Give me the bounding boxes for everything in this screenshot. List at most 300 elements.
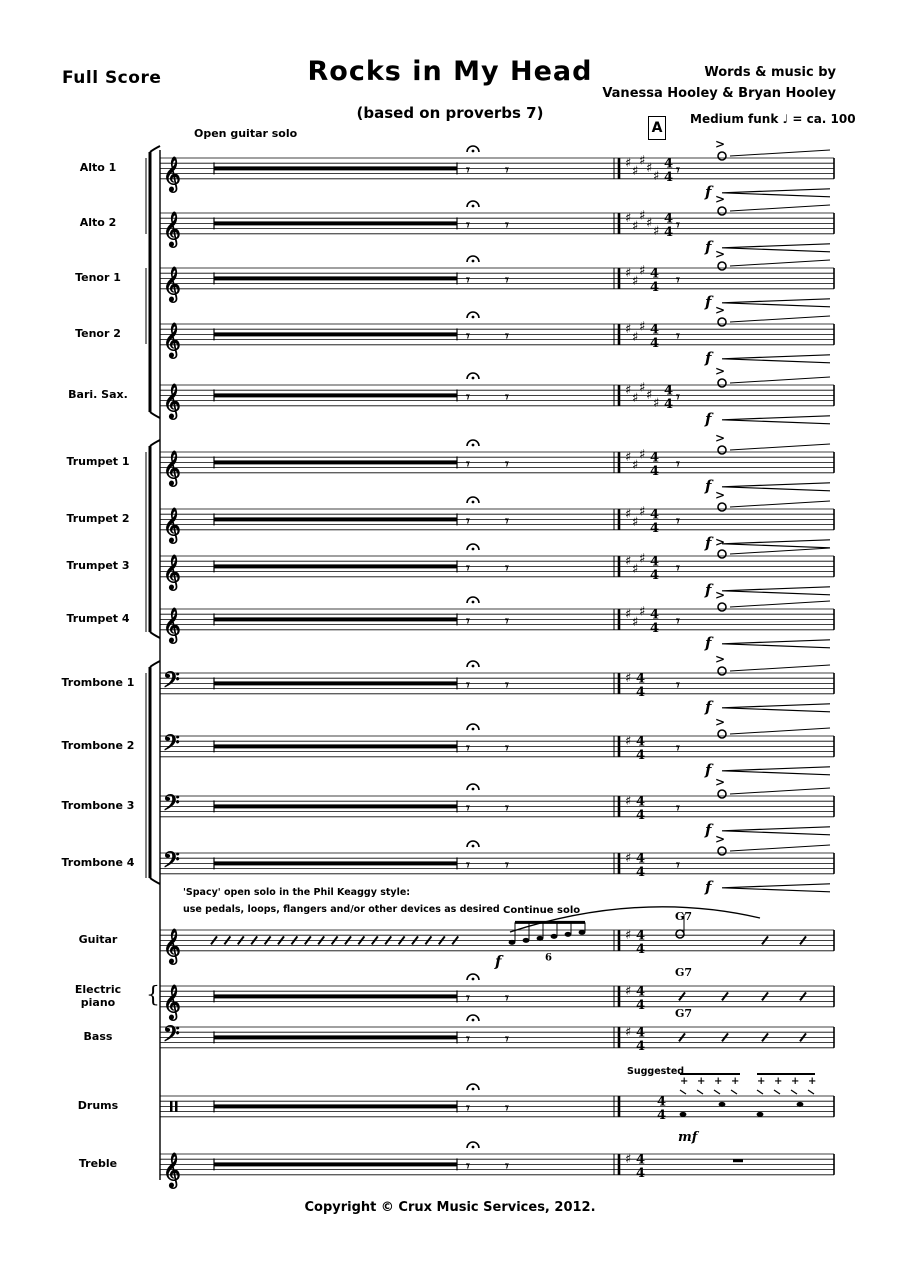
piece-subtitle: (based on proverbs 7) xyxy=(356,104,544,122)
hi-hat-open-mark: + xyxy=(714,1076,723,1087)
multibar-rest xyxy=(214,861,457,865)
whole-note xyxy=(718,379,726,387)
fermata-icon xyxy=(472,788,475,791)
dynamic-forte: f xyxy=(705,697,712,716)
decrescendo-hairpin xyxy=(722,767,830,775)
accent-icon: > xyxy=(715,137,726,151)
dynamic-forte: f xyxy=(705,820,712,839)
tempo-text: Medium funk xyxy=(690,112,779,126)
fermata-icon xyxy=(472,316,475,319)
fermata-icon xyxy=(472,1146,475,1149)
instrument-label: Alto 2 xyxy=(79,216,117,230)
chord-symbol: G7 xyxy=(675,966,693,979)
accent-icon: > xyxy=(715,715,726,729)
fermata-icon xyxy=(472,1088,475,1091)
bass-clef-icon: 𝄢 xyxy=(163,848,180,878)
instrument-label: Trumpet 1 xyxy=(66,455,130,469)
piano-brace-icon: { xyxy=(146,983,160,1008)
drum-note xyxy=(680,1112,687,1117)
multibar-rest xyxy=(214,804,457,808)
time-signature-bottom: 4 xyxy=(636,941,646,957)
dynamic-forte: f xyxy=(705,533,712,552)
instrument-label: Guitar xyxy=(78,933,118,947)
time-signature-bottom: 4 xyxy=(650,520,660,536)
whole-note xyxy=(718,667,726,675)
time-signature-top: 4 xyxy=(664,383,674,399)
whole-note xyxy=(718,790,726,798)
multibar-rest xyxy=(214,276,457,280)
half-note xyxy=(676,930,684,938)
piece-title: Rocks in My Head xyxy=(307,56,593,87)
eighth-rest-icon: 𝄾 xyxy=(505,857,509,874)
sharp-icon: ♯ xyxy=(632,329,639,345)
hi-hat-note xyxy=(774,1090,780,1094)
instrument-label: Trumpet 2 xyxy=(66,512,130,526)
treble-clef-icon: 𝄞 xyxy=(163,383,181,419)
decrescendo-hairpin xyxy=(722,355,830,363)
sharp-icon: ♯ xyxy=(625,156,632,171)
instrument-label: Tenor 2 xyxy=(75,327,121,341)
eighth-rest-icon: 𝄾 xyxy=(676,328,680,345)
eighth-rest-icon: 𝄾 xyxy=(505,800,509,817)
fall-line xyxy=(730,601,830,607)
fall-line xyxy=(730,205,830,211)
sharp-icon: ♯ xyxy=(632,614,639,630)
fall-line xyxy=(730,316,830,322)
decrescendo-hairpin xyxy=(722,416,830,424)
fermata-icon xyxy=(472,978,475,981)
instrument-label: Electric piano xyxy=(74,983,122,1010)
sharp-icon: ♯ xyxy=(632,390,639,406)
sharp-icon: ♯ xyxy=(625,984,632,999)
time-signature-bottom: 4 xyxy=(650,620,660,636)
accent-icon: > xyxy=(715,364,726,378)
multibar-rest xyxy=(214,744,457,748)
instrument-label: Alto 1 xyxy=(79,161,117,175)
sharp-icon: ♯ xyxy=(639,604,646,620)
multibar-rest xyxy=(214,1035,457,1039)
sharp-icon: ♯ xyxy=(632,163,639,179)
eighth-rest-icon: 𝄾 xyxy=(676,456,680,473)
time-signature-bottom: 4 xyxy=(664,224,674,240)
time-signature-top: 4 xyxy=(636,734,646,750)
sharp-icon: ♯ xyxy=(639,551,646,567)
eighth-rest-icon: 𝄾 xyxy=(505,513,509,530)
time-signature-top: 4 xyxy=(650,450,660,466)
fermata-icon xyxy=(472,150,475,153)
multibar-rest xyxy=(214,564,457,568)
time-signature-top: 4 xyxy=(636,1025,646,1041)
fermata-icon xyxy=(472,205,475,208)
trumpet-bracket xyxy=(150,440,160,446)
instrument-label: Tenor 1 xyxy=(75,271,121,285)
decrescendo-hairpin xyxy=(722,587,830,595)
time-signature-top: 4 xyxy=(636,671,646,687)
eighth-rest-icon: 𝄾 xyxy=(505,328,509,345)
copyright-footer: Copyright © Crux Music Services, 2012. xyxy=(304,1200,596,1215)
sharp-icon: ♯ xyxy=(632,273,639,289)
sharp-icon: ♯ xyxy=(632,457,639,473)
hi-hat-note xyxy=(714,1090,720,1094)
eighth-rest-icon: 𝄾 xyxy=(505,613,509,630)
time-signature-top: 4 xyxy=(650,322,660,338)
chord-symbol: G7 xyxy=(675,910,693,923)
multibar-rest xyxy=(214,1104,457,1108)
sharp-icon: ♯ xyxy=(625,794,632,809)
time-signature-bottom: 4 xyxy=(650,335,660,351)
eighth-rest-icon: 𝄾 xyxy=(466,513,470,530)
instrument-label: Treble xyxy=(78,1157,118,1171)
instrument-label: Trombone 1 xyxy=(61,676,135,690)
rehearsal-mark: A xyxy=(648,116,666,140)
sharp-icon: ♯ xyxy=(625,322,632,337)
eighth-rest-icon: 𝄾 xyxy=(466,740,470,757)
accent-icon: > xyxy=(715,431,726,445)
sharp-icon: ♯ xyxy=(625,1152,632,1167)
treble-clef-icon: 𝄞 xyxy=(163,984,181,1020)
whole-note xyxy=(718,262,726,270)
eighth-rest-icon: 𝄾 xyxy=(466,677,470,694)
time-signature-top: 4 xyxy=(636,1152,646,1168)
eighth-rest-icon: 𝄾 xyxy=(676,857,680,874)
sharp-icon: ♯ xyxy=(625,734,632,749)
dynamic-forte: f xyxy=(705,292,712,311)
accent-icon: > xyxy=(715,247,726,261)
sharp-icon: ♯ xyxy=(639,447,646,463)
hi-hat-open-mark: + xyxy=(757,1076,766,1087)
eighth-rest-icon: 𝄾 xyxy=(676,613,680,630)
sharp-icon: ♯ xyxy=(653,224,660,239)
sharp-icon: ♯ xyxy=(625,1025,632,1040)
bass-clef-icon: 𝄢 xyxy=(163,731,180,761)
sharp-icon: ♯ xyxy=(625,928,632,943)
percussion-clef-icon xyxy=(175,1101,178,1111)
instrument-label: Drums xyxy=(77,1099,119,1113)
treble-clef-icon: 𝄞 xyxy=(163,1152,181,1188)
quarter-note-icon: ♩ xyxy=(782,112,789,126)
hi-hat-note xyxy=(808,1090,814,1094)
accent-icon: > xyxy=(715,832,726,846)
eighth-rest-icon: 𝄾 xyxy=(505,272,509,289)
eighth-rest-icon: 𝄾 xyxy=(676,560,680,577)
eighth-rest-icon: 𝄾 xyxy=(466,613,470,630)
trumpet-bracket xyxy=(150,632,160,638)
sharp-icon: ♯ xyxy=(646,161,653,177)
time-signature-top: 4 xyxy=(657,1094,667,1110)
sharp-icon: ♯ xyxy=(639,153,646,169)
decrescendo-hairpin xyxy=(722,299,830,307)
credit-line-1: Words & music by xyxy=(704,65,836,80)
whole-note xyxy=(718,603,726,611)
instrument-label: Trombone 4 xyxy=(61,856,135,870)
drum-note xyxy=(719,1102,726,1107)
bass-clef-icon: 𝄢 xyxy=(163,668,180,698)
time-signature-bottom: 4 xyxy=(636,997,646,1013)
accent-icon: > xyxy=(715,192,726,206)
multibar-rest xyxy=(214,332,457,336)
fall-line xyxy=(730,260,830,266)
treble-clef-icon: 𝄞 xyxy=(163,607,181,643)
open-solo-direction: Open guitar solo xyxy=(194,127,298,140)
time-signature-top: 4 xyxy=(636,794,646,810)
decrescendo-hairpin xyxy=(722,884,830,892)
dynamic-forte: f xyxy=(705,633,712,652)
fermata-icon xyxy=(472,501,475,504)
treble-clef-icon: 𝄞 xyxy=(163,211,181,247)
sharp-icon: ♯ xyxy=(625,266,632,281)
decrescendo-hairpin xyxy=(722,827,830,835)
eighth-rest-icon: 𝄾 xyxy=(466,389,470,406)
sharp-icon: ♯ xyxy=(646,216,653,232)
sharp-icon: ♯ xyxy=(653,396,660,411)
instrument-label: Trombone 2 xyxy=(61,739,135,753)
fermata-icon xyxy=(472,665,475,668)
sharp-icon: ♯ xyxy=(632,218,639,234)
hi-hat-note xyxy=(757,1090,763,1094)
drum-note xyxy=(757,1112,764,1117)
eighth-rest-icon: 𝄾 xyxy=(676,162,680,179)
saxophone-bracket xyxy=(150,412,160,418)
dynamic-forte: f xyxy=(705,580,712,599)
eighth-rest-icon: 𝄾 xyxy=(676,389,680,406)
sharp-icon: ♯ xyxy=(625,211,632,226)
fermata-icon xyxy=(472,1019,475,1022)
eighth-rest-icon: 𝄾 xyxy=(466,800,470,817)
sixteenth-note xyxy=(565,932,572,937)
time-signature-top: 4 xyxy=(650,607,660,623)
bass-clef-icon: 𝄢 xyxy=(163,791,180,821)
decrescendo-hairpin xyxy=(722,704,830,712)
fall-line xyxy=(730,665,830,671)
guitar-instruction-line-2: use pedals, loops, flangers and/or other devices as desired xyxy=(183,904,500,915)
time-signature-bottom: 4 xyxy=(657,1107,667,1123)
whole-note xyxy=(718,152,726,160)
fall-line xyxy=(730,728,830,734)
eighth-rest-icon: 𝄾 xyxy=(466,162,470,179)
sixteenth-note xyxy=(551,934,558,939)
eighth-rest-icon: 𝄾 xyxy=(676,513,680,530)
eighth-rest-icon: 𝄾 xyxy=(505,1100,509,1117)
dynamic-forte: f xyxy=(705,348,712,367)
sharp-icon: ♯ xyxy=(625,383,632,398)
time-signature-bottom: 4 xyxy=(664,169,674,185)
time-signature-bottom: 4 xyxy=(650,463,660,479)
fermata-icon xyxy=(472,377,475,380)
tempo-value: = ca. 100 xyxy=(792,112,856,126)
time-signature-bottom: 4 xyxy=(636,807,646,823)
decrescendo-hairpin xyxy=(722,540,830,548)
multibar-rest xyxy=(214,681,457,685)
instrument-label: Bass xyxy=(83,1030,113,1044)
whole-note xyxy=(718,318,726,326)
fall-line xyxy=(730,444,830,450)
trombone-bracket xyxy=(150,661,160,667)
time-signature-bottom: 4 xyxy=(650,279,660,295)
multibar-rest xyxy=(214,221,457,225)
time-signature-top: 4 xyxy=(650,507,660,523)
time-signature-bottom: 4 xyxy=(636,684,646,700)
sharp-icon: ♯ xyxy=(632,561,639,577)
sharp-icon: ♯ xyxy=(639,263,646,279)
continue-solo-direction: Continue solo xyxy=(503,905,581,916)
treble-clef-icon: 𝄞 xyxy=(163,266,181,302)
eighth-rest-icon: 𝄾 xyxy=(466,1158,470,1175)
time-signature-bottom: 4 xyxy=(636,747,646,763)
treble-clef-icon: 𝄞 xyxy=(163,322,181,358)
eighth-rest-icon: 𝄾 xyxy=(676,272,680,289)
hi-hat-open-mark: + xyxy=(791,1076,800,1087)
sharp-icon: ♯ xyxy=(625,671,632,686)
sharp-icon: ♯ xyxy=(639,380,646,396)
sharp-icon: ♯ xyxy=(632,514,639,530)
fall-line xyxy=(730,548,830,554)
hi-hat-note xyxy=(731,1090,737,1094)
multibar-rest xyxy=(214,994,457,998)
trombone-bracket xyxy=(150,878,160,884)
sharp-icon: ♯ xyxy=(625,507,632,522)
time-signature-bottom: 4 xyxy=(664,396,674,412)
drum-note xyxy=(797,1102,804,1107)
multibar-rest xyxy=(214,460,457,464)
dynamic-forte: f xyxy=(705,760,712,779)
whole-note xyxy=(718,550,726,558)
hi-hat-open-mark: + xyxy=(808,1076,817,1087)
suggested-direction: Suggested xyxy=(627,1066,685,1077)
guitar-instruction-line-1: 'Spacy' open solo in the Phil Keaggy style: xyxy=(183,887,411,898)
eighth-rest-icon: 𝄾 xyxy=(505,740,509,757)
fall-line xyxy=(730,845,830,851)
dynamic-forte: f xyxy=(705,237,712,256)
time-signature-top: 4 xyxy=(650,266,660,282)
chord-symbol: G7 xyxy=(675,1007,693,1020)
treble-clef-icon: 𝄞 xyxy=(163,928,181,964)
sharp-icon: ♯ xyxy=(639,208,646,224)
accent-icon: > xyxy=(715,303,726,317)
decrescendo-hairpin xyxy=(722,189,830,197)
eighth-rest-icon: 𝄾 xyxy=(466,217,470,234)
hi-hat-note xyxy=(791,1090,797,1094)
time-signature-bottom: 4 xyxy=(636,864,646,880)
dynamic-forte: f xyxy=(705,182,712,201)
treble-clef-icon: 𝄞 xyxy=(163,554,181,590)
multibar-rest xyxy=(214,166,457,170)
hi-hat-note xyxy=(697,1090,703,1094)
eighth-rest-icon: 𝄾 xyxy=(505,162,509,179)
time-signature-top: 4 xyxy=(636,851,646,867)
decrescendo-hairpin xyxy=(722,640,830,648)
time-signature-top: 4 xyxy=(650,554,660,570)
instrument-label: Trumpet 3 xyxy=(66,559,130,573)
time-signature-top: 4 xyxy=(664,156,674,172)
eighth-rest-icon: 𝄾 xyxy=(466,990,470,1007)
hi-hat-open-mark: + xyxy=(680,1076,689,1087)
multibar-rest xyxy=(214,517,457,521)
multibar-rest xyxy=(214,1162,457,1166)
time-signature-bottom: 4 xyxy=(636,1038,646,1054)
sharp-icon: ♯ xyxy=(646,388,653,404)
whole-note xyxy=(718,847,726,855)
instrument-label: Bari. Sax. xyxy=(68,388,128,402)
accent-icon: > xyxy=(715,535,726,549)
whole-note xyxy=(718,730,726,738)
dynamic-forte: f xyxy=(705,409,712,428)
multibar-rest xyxy=(214,393,457,397)
time-signature-top: 4 xyxy=(664,211,674,227)
credit-line-2: Vanessa Hooley & Bryan Hooley xyxy=(602,86,836,101)
fall-line xyxy=(730,150,830,156)
eighth-rest-icon: 𝄾 xyxy=(466,456,470,473)
hi-hat-note xyxy=(680,1090,686,1094)
sharp-icon: ♯ xyxy=(639,504,646,520)
treble-clef-icon: 𝄞 xyxy=(163,507,181,543)
decrescendo-hairpin xyxy=(722,244,830,252)
accent-icon: > xyxy=(715,488,726,502)
fermata-icon xyxy=(472,548,475,551)
treble-clef-icon: 𝄞 xyxy=(163,156,181,192)
sharp-icon: ♯ xyxy=(625,851,632,866)
instrument-label: Trumpet 4 xyxy=(66,612,130,626)
accent-icon: > xyxy=(715,652,726,666)
eighth-rest-icon: 𝄾 xyxy=(505,217,509,234)
eighth-rest-icon: 𝄾 xyxy=(466,272,470,289)
eighth-rest-icon: 𝄾 xyxy=(466,328,470,345)
eighth-rest-icon: 𝄾 xyxy=(505,677,509,694)
dynamic-forte: f xyxy=(705,476,712,495)
full-score-label: Full Score xyxy=(62,68,162,88)
eighth-rest-icon: 𝄾 xyxy=(466,1031,470,1048)
eighth-rest-icon: 𝄾 xyxy=(505,990,509,1007)
eighth-rest-icon: 𝄾 xyxy=(676,800,680,817)
sixteenth-note xyxy=(579,930,586,935)
eighth-rest-icon: 𝄾 xyxy=(505,1158,509,1175)
eighth-rest-icon: 𝄾 xyxy=(505,456,509,473)
sharp-icon: ♯ xyxy=(653,169,660,184)
whole-note xyxy=(718,503,726,511)
eighth-rest-icon: 𝄾 xyxy=(466,857,470,874)
instrument-label: Trombone 3 xyxy=(61,799,135,813)
hi-hat-open-mark: + xyxy=(731,1076,740,1087)
bass-clef-icon: 𝄢 xyxy=(163,1022,180,1052)
whole-note xyxy=(718,446,726,454)
fermata-icon xyxy=(472,845,475,848)
sharp-icon: ♯ xyxy=(625,607,632,622)
time-signature-bottom: 4 xyxy=(636,1165,646,1181)
sixteenth-note xyxy=(509,940,516,945)
dynamic-forte: f xyxy=(705,877,712,896)
decrescendo-hairpin xyxy=(722,483,830,491)
whole-rest xyxy=(733,1159,743,1162)
time-signature-top: 4 xyxy=(636,928,646,944)
sharp-icon: ♯ xyxy=(639,319,646,335)
percussion-clef-icon xyxy=(170,1101,173,1111)
fermata-icon xyxy=(472,444,475,447)
eighth-rest-icon: 𝄾 xyxy=(466,560,470,577)
hi-hat-open-mark: + xyxy=(774,1076,783,1087)
tuplet-number: 6 xyxy=(545,952,552,964)
eighth-rest-icon: 𝄾 xyxy=(676,217,680,234)
fall-line xyxy=(730,788,830,794)
fermata-icon xyxy=(472,728,475,731)
eighth-rest-icon: 𝄾 xyxy=(466,1100,470,1117)
whole-note xyxy=(718,207,726,215)
multibar-rest xyxy=(214,617,457,621)
accent-icon: > xyxy=(715,588,726,602)
saxophone-bracket xyxy=(150,146,160,152)
treble-clef-icon: 𝄞 xyxy=(163,450,181,486)
eighth-rest-icon: 𝄾 xyxy=(676,677,680,694)
fermata-icon xyxy=(472,260,475,263)
eighth-rest-icon: 𝄾 xyxy=(505,1031,509,1048)
